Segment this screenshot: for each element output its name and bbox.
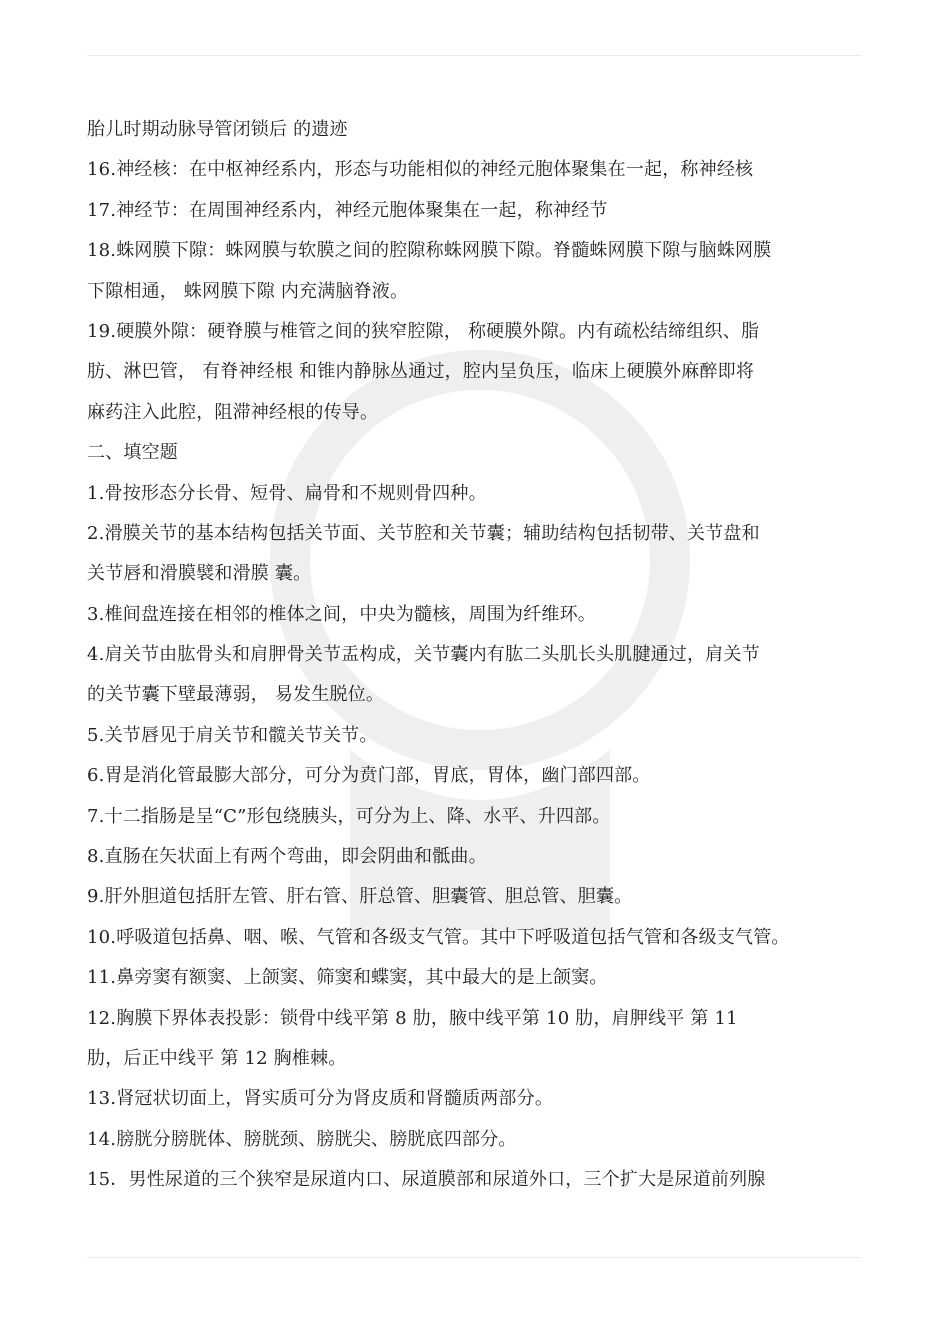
document-body	[87, 110, 877, 1201]
text-line: 18.蛛网膜下隙：蛛网膜与软膜之间的腔隙称蛛网膜下隙。脊髓蛛网膜下隙与脑蛛网膜	[87, 240, 772, 262]
footer-rule	[87, 1257, 862, 1258]
text-line: 9.肝外胆道包括肝左管、肝右管、肝总管、胆囊管、胆总管、胆囊。	[87, 886, 633, 908]
text-line: 5.关节唇见于肩关节和髋关节关节。	[87, 724, 378, 746]
text-line: 10.呼吸道包括鼻、咽、喉、气管和各级支气管。其中下呼吸道包括气管和各级支气管。	[87, 926, 790, 948]
text-line: 11.鼻旁窦有额窦、上颌窦、筛窦和蝶窦，其中最大的是上颌窦。	[87, 967, 608, 989]
text-line: 4.肩关节由肱骨头和肩胛骨关节盂构成，关节囊内有肱二头肌长头肌腱通过，肩关节	[87, 644, 760, 666]
text-line: 17.神经节：在周围神经系内，神经元胞体聚集在一起，称神经节	[87, 199, 608, 221]
text-line: 2.滑膜关节的基本结构包括关节面、关节腔和关节囊；辅助结构包括韧带、关节盘和	[87, 522, 760, 544]
text-line: 关节唇和滑膜襞和滑膜 囊。	[87, 563, 312, 585]
text-line: 14.膀胱分膀胱体、膀胱颈、膀胱尖、膀胱底四部分。	[87, 1128, 517, 1150]
text-line: 13.肾冠状切面上，肾实质可分为肾皮质和肾髓质两部分。	[87, 1088, 554, 1110]
text-line: 8.直肠在矢状面上有两个弯曲，即会阴曲和骶曲。	[87, 846, 487, 868]
text-line: 16.神经核：在中枢神经系内，形态与功能相似的神经元胞体聚集在一起，称神经核	[87, 159, 754, 181]
text-line: 胎儿时期动脉导管闭锁后 的遗迹	[87, 119, 348, 140]
text-line: 肪、淋巴管， 有脊神经根 和锥内静脉丛通过，腔内呈负压，临床上硬膜外麻醉即将	[87, 361, 755, 383]
text-line: 下隙相通， 蛛网膜下隙 内充满脑脊液。	[87, 280, 409, 302]
text-line: 1.骨按形态分长骨、短骨、扁骨和不规则骨四种。	[87, 482, 487, 504]
text-line: 麻药注入此腔，阻滞神经根的传导。	[87, 401, 379, 423]
text-line: 肋，后正中线平 第 12 胸椎棘。	[87, 1047, 347, 1069]
text-line: 15．男性尿道的三个狭窄是尿道内口、尿道膜部和尿道外口，三个扩大是尿道前列腺	[87, 1169, 766, 1191]
text-line: 7.十二指肠是呈“C”形包绕胰头，可分为上、降、水平、升四部。	[87, 805, 611, 827]
text-line: 6.胃是消化管最膨大部分，可分为贲门部，胃底，胃体，幽门部四部。	[87, 765, 651, 787]
text-line: 19.硬膜外隙：硬脊膜与椎管之间的狭窄腔隙， 称硬膜外隙。内有疏松结缔组织、脂	[87, 320, 760, 342]
section-heading: 二、填空题	[87, 442, 178, 464]
text-line: 12.胸膜下界体表投影：锁骨中线平第 8 肋，腋中线平第 10 肋，肩胛线平 第 11	[87, 1007, 738, 1029]
text-line: 3.椎间盘连接在相邻的椎体之间，中央为髓核，周围为纤维环。	[87, 603, 596, 625]
header-rule	[87, 55, 862, 56]
text-line: 的关节囊下壁最薄弱， 易发生脱位。	[87, 684, 385, 706]
